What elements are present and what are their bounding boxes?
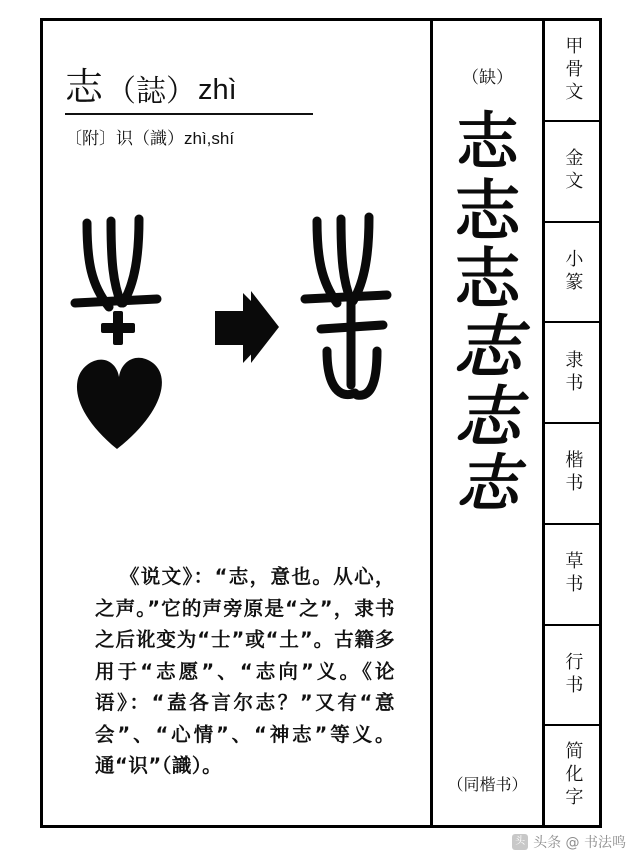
heart-radical-component (77, 358, 162, 449)
zhi-seal-result (305, 217, 387, 395)
headword-line (65, 69, 395, 107)
label-xingshu-text: 行书 (562, 651, 584, 698)
headword-variant: （誌） (106, 75, 197, 108)
label-jianhuazi-text: 简化字 (562, 741, 584, 811)
label-xiaozhuan-text: 小篆 (562, 248, 584, 295)
headword-character: 志 (65, 67, 105, 109)
script-specimen-column (433, 21, 545, 825)
page-frame (40, 18, 602, 828)
label-kaishu (545, 424, 599, 525)
specimen-glyph-xiaozhuan: 志 (454, 173, 521, 250)
explanation-text: 《说文》：“志，意也。从心，之声。”它的声旁原是“之”，隶书之后讹变为“士”或“土”。古籍多用于“志愿”、“志向”义。《论语》：“盍各言尔志？”又有“意会”、“心情”、“神志”等义。通“识”（識）。 (95, 565, 395, 778)
arrow-right-icon (215, 291, 279, 363)
label-jiaguwen-text: 甲骨文 (562, 35, 584, 105)
label-lishu-text: 隶书 (562, 349, 584, 396)
label-jinwen (545, 122, 599, 223)
plus-sign (101, 311, 135, 345)
specimen-glyph-caoshu: 志 (454, 379, 521, 456)
label-kaishu-text: 楷书 (562, 450, 584, 497)
glyph-evolution-diagram (65, 199, 413, 499)
explanation-paragraph (95, 561, 395, 782)
appended-reading: 〔附〕识（識）zhì,shí (65, 129, 235, 148)
label-caoshu (545, 525, 599, 626)
headword-pinyin: zhì (198, 74, 237, 106)
watermark (512, 832, 626, 852)
specimen-glyph-lishu: 志 (454, 241, 521, 318)
headword-block (65, 69, 395, 149)
evolution-svg (65, 199, 413, 499)
label-jianhuazi (545, 726, 599, 825)
label-lishu (545, 323, 599, 424)
specimen-glyph-xingshu: 志 (456, 447, 519, 520)
label-jinwen-text: 金文 (562, 148, 584, 195)
specimen-glyph-stack (433, 105, 542, 520)
watermark-logo-icon: 头 (512, 834, 528, 850)
main-entry-column (43, 21, 433, 825)
same-as-kaishu-note: （同楷书） (447, 775, 528, 794)
specimen-glyph-kaishu: 志 (453, 309, 522, 388)
label-xingshu (545, 626, 599, 727)
label-caoshu-text: 草书 (562, 551, 584, 598)
label-xiaozhuan (545, 223, 599, 324)
specimen-glyph-jinwen: 志 (456, 105, 519, 178)
label-jiaguwen (545, 21, 599, 122)
missing-note: （缺） (462, 68, 513, 88)
headword-underline (65, 113, 313, 115)
watermark-text: 头条 @ 书法鸣 (533, 835, 626, 851)
page-columns (43, 21, 599, 825)
script-label-column (545, 21, 599, 825)
zhi-phonetic-component (75, 219, 157, 307)
